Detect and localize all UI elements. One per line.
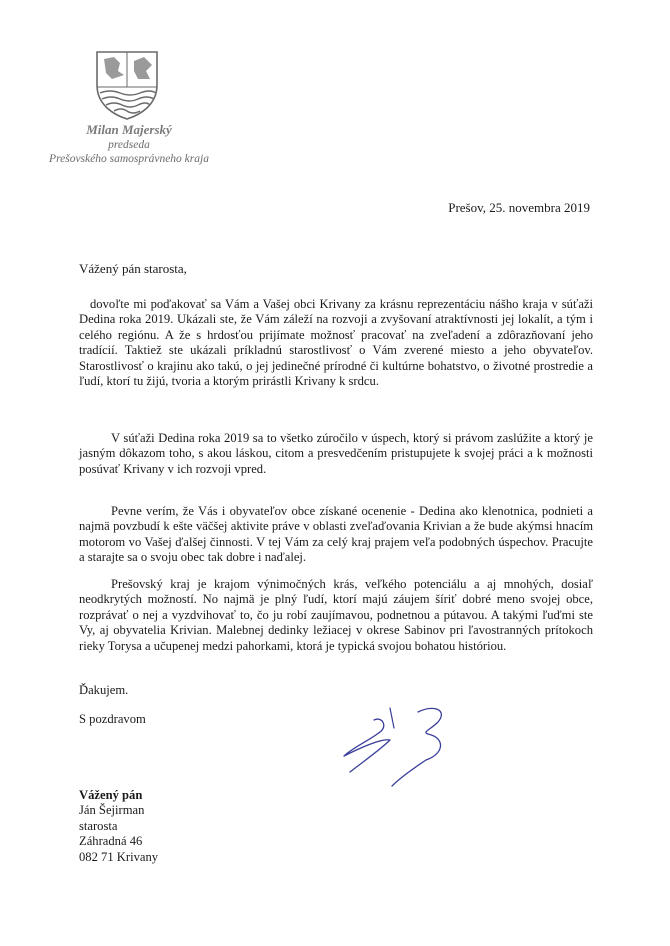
recipient-name: Ján Šejirman	[79, 803, 145, 818]
recipient-role: starosta	[79, 818, 118, 833]
sender-role: predseda	[108, 139, 150, 151]
paragraph-4: Prešovský kraj je krajom výnimočných krás, veľkého potenciálu a aj mnohých, dosiaľ neodkrytých možností. No najmä je plný ľudí, ktorí majú záujem šíriť dobré meno svojej obce, rozprávať o nej a vyzdvihovať to, čo ju robí zaujímavou, podnetnou a pútavou. A takými ľuďmi ste Vy, aj obyvatelia Krivian. Malebnej dedinky ležiacej v okrese Sabinov pri ľavostranných prítokoch rieky Torysa a učupenej medzi pahorkami, ktorá je typická svojou bohatou históriou.	[79, 577, 593, 653]
closing-thanks: Ďakujem.	[79, 683, 129, 697]
paragraph-1: dovoľte mi poďakovať sa Vám a Vašej obci Krivany za krásnu reprezentáciu nášho kraja v súťaži Dedina roka 2019. Ukázali ste, že Vám záleží na rozvoji a zvyšovaní atraktívnosti jej lokalít, a tým i celého regiónu. A že s hrdosťou prijímate možnosť pracovať na zveľadení a zdôrazňovaní jeho tradícií. Taktiež ste ukázali príkladnú starostlivosť o Vám zverené miesto a jeho obyvateľov. Starostlivosť o krajinu ako takú, o jej jedinečné prírodné či kultúrne bohatstvo, o životné prostredie a ľudí, ktorí tu žijú, tvoria a ktorým prirástli Krivany k srdcu.	[79, 297, 593, 389]
paragraph-2: V súťaži Dedina roka 2019 sa to všetko zúročilo v úspech, ktorý si právom zaslúžite a ktorý je jasným dôkazom toho, s akou láskou, citom a presvedčením pristupujete k svojej práci a k možnosti posúvať Krivany v ich rozvoji vpred.	[79, 431, 593, 476]
recipient-city: 082 71 Krivany	[79, 849, 159, 864]
closing-regards: S pozdravom	[79, 712, 146, 726]
sender-block	[0, 122, 258, 166]
sender-name: Milan Majerský	[86, 122, 172, 137]
salutation: Vážený pán starosta,	[79, 261, 187, 276]
recipient-street: Záhradná 46	[79, 834, 143, 849]
sender-organization: Prešovského samosprávneho kraja	[49, 153, 209, 165]
coat-of-arms-icon	[94, 49, 160, 121]
recipient-address	[79, 788, 158, 865]
handwritten-signature	[330, 698, 480, 790]
paragraph-3: Pevne verím, že Vás i obyvateľov obce získané ocenenie - Dedina ako klenotnica, podnieti a najmä povzbudí k ešte väčšej aktivite práve v oblasti zveľaďovania Krivian a že bude akýmsi hnacím motorom vo Vašej ďalšej činnosti. V tej Vám za celý kraj prajem veľa podobných úspechov. Pracujte a starajte sa o svoju obec tak dobre i naďalej.	[79, 504, 593, 565]
recipient-title: Vážený pán	[79, 788, 143, 802]
date-line: Prešov, 25. novembra 2019	[448, 200, 590, 215]
